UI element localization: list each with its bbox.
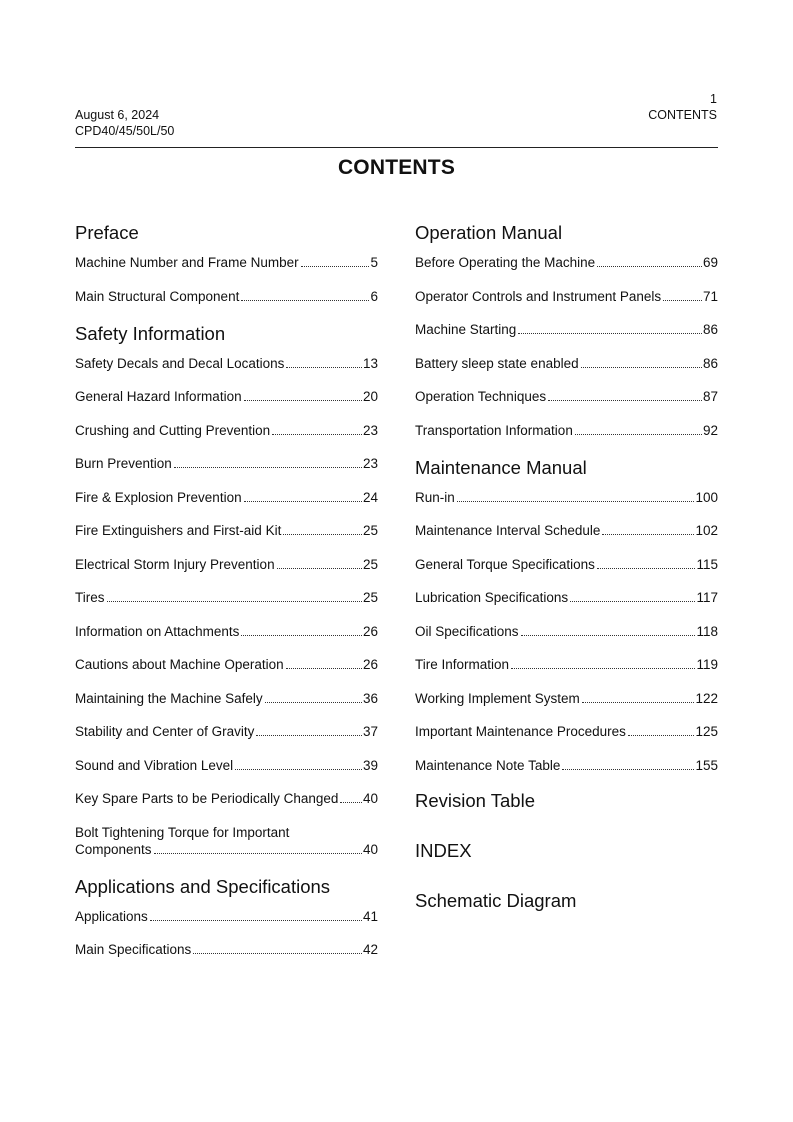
toc-entry[interactable] [75, 589, 378, 606]
toc-entry-page: 25 [362, 590, 378, 605]
toc-entry[interactable] [75, 757, 378, 774]
toc-entry-label: Maintenance Note Table [415, 757, 561, 773]
toc-entry-label: Key Spare Parts to be Periodically Changed [75, 791, 339, 806]
dot-leader [511, 668, 695, 669]
toc-entry-page: 25 [362, 556, 378, 572]
toc-entry-page: 86 [702, 322, 718, 337]
toc-entry-page: 6 [370, 288, 378, 304]
toc-entry[interactable] [75, 656, 378, 673]
dot-leader [570, 601, 695, 602]
toc-entry-page: 26 [362, 657, 378, 672]
dot-leader [244, 400, 362, 401]
dot-leader [286, 367, 362, 368]
toc-entry-label: Maintenance Interval Schedule [415, 523, 601, 538]
toc-entry-page: 119 [696, 657, 718, 672]
toc-entry-label: Tires [75, 590, 105, 605]
page-header-left [75, 108, 174, 139]
toc-entry-page: 40 [362, 791, 378, 806]
toc-entry-page: 155 [695, 757, 718, 773]
dot-leader [265, 702, 362, 703]
section-title-revision-table[interactable]: Revision Table [415, 790, 535, 811]
toc-entry-page: 71 [702, 288, 718, 304]
dot-leader [518, 333, 702, 334]
dot-leader [575, 434, 702, 435]
toc-entry-label: Main Specifications [75, 942, 192, 957]
toc-entry[interactable] [75, 941, 378, 958]
section-title-preface: Preface [75, 222, 139, 243]
toc-entry-page: 69 [702, 255, 718, 270]
toc-entry[interactable] [415, 623, 718, 640]
toc-right-column [415, 222, 718, 912]
dot-leader [235, 769, 362, 770]
toc-entry-label: Working Implement System [415, 690, 580, 706]
dot-leader [193, 953, 362, 954]
toc-entry[interactable] [415, 589, 718, 606]
dot-leader [256, 735, 362, 736]
toc-entry-page: 125 [695, 724, 718, 739]
toc-entry-page: 86 [702, 355, 718, 371]
toc-entry-label: Run-in [415, 489, 455, 505]
toc-entry-label: Sound and Vibration Level [75, 757, 234, 773]
toc-entry[interactable] [415, 656, 718, 673]
dot-leader [548, 400, 702, 401]
toc-entry-label: Burn Prevention [75, 456, 172, 471]
toc-entry-page: 20 [362, 389, 378, 404]
section-title-applications-and-specifications: Applications and Specifications [75, 875, 331, 897]
dot-leader [562, 769, 694, 770]
header-date: August 6, 2024 [75, 108, 160, 122]
toc-entry-page: 39 [362, 757, 378, 773]
toc-entry-label: Fire Extinguishers and First-aid Kit [75, 523, 282, 538]
toc-entry-label: Machine Number and Frame Number [75, 255, 299, 270]
dot-leader [154, 853, 362, 854]
header-model: CPD40/45/50L/50 [75, 123, 175, 138]
toc-entry[interactable] [415, 388, 718, 405]
toc-entry-page: 92 [702, 422, 718, 438]
toc-entry-label: General Hazard Information [75, 389, 242, 404]
toc-entry[interactable] [75, 824, 378, 858]
toc-entry-label: Electrical Storm Injury Prevention [75, 556, 275, 572]
toc-entry-label: Applications [75, 908, 148, 924]
toc-entry-label-line2: Components [75, 841, 152, 857]
toc-entry[interactable] [75, 288, 378, 305]
dot-leader [277, 568, 362, 569]
toc-entry-page: 13 [362, 355, 378, 371]
toc-entry-page: 23 [362, 422, 378, 438]
toc-entry[interactable] [75, 556, 378, 573]
dot-leader [107, 601, 362, 602]
toc-entry[interactable] [415, 556, 718, 573]
toc-entry-page: 87 [702, 389, 718, 404]
toc-entry[interactable] [75, 355, 378, 372]
toc-entry-label: General Torque Specifications [415, 556, 595, 572]
page-title: CONTENTS [337, 156, 456, 179]
toc-entry-label: Information on Attachments [75, 623, 240, 639]
toc-entry-page: 100 [695, 489, 718, 505]
header-page-number: 1 [710, 92, 717, 106]
toc-entry-page: 37 [362, 724, 378, 739]
toc-entry-page: 102 [695, 523, 718, 538]
toc-entry[interactable] [75, 723, 378, 740]
toc-entry-page: 40 [362, 841, 378, 857]
toc-entry[interactable] [415, 355, 718, 372]
toc-entry[interactable] [415, 723, 718, 740]
dot-leader [244, 501, 362, 502]
dot-leader [150, 920, 362, 921]
dot-leader [581, 367, 702, 368]
toc-entry-label: Important Maintenance Procedures [415, 724, 626, 739]
toc-entry[interactable] [75, 455, 378, 472]
toc-entry[interactable] [75, 623, 378, 640]
toc-entry-label: Tire Information [415, 657, 510, 672]
toc-entry-page: 36 [362, 690, 378, 706]
toc-entry[interactable] [415, 422, 718, 439]
toc-entry-page: 24 [362, 489, 378, 505]
dot-leader [272, 434, 362, 435]
page-header-right [648, 92, 717, 123]
toc-entry[interactable] [415, 321, 718, 338]
toc-entry-label: Lubrication Specifications [415, 590, 569, 605]
toc-entry-label: Oil Specifications [415, 623, 519, 639]
dot-leader [521, 635, 696, 636]
toc-entry[interactable] [415, 489, 718, 506]
toc-entry-label: Main Structural Component [75, 288, 240, 304]
header-section: CONTENTS [648, 107, 717, 122]
toc-entry-page: 26 [362, 623, 378, 639]
toc-entry-page: 122 [695, 690, 718, 706]
dot-leader [283, 534, 362, 535]
dot-leader [340, 802, 362, 803]
toc-entry[interactable] [415, 254, 718, 271]
toc-entry-label: Cautions about Machine Operation [75, 657, 284, 672]
toc-entry[interactable] [415, 522, 718, 539]
toc-entry-label: Fire & Explosion Prevention [75, 489, 242, 505]
toc-entry-page: 118 [696, 623, 718, 639]
toc-entry[interactable] [75, 790, 378, 807]
toc-entry[interactable] [75, 254, 378, 271]
section-title-maintenance-manual: Maintenance Manual [415, 456, 587, 478]
toc-entry-label: Battery sleep state enabled [415, 355, 579, 371]
toc-entry[interactable] [75, 489, 378, 506]
toc-entry[interactable] [75, 908, 378, 925]
toc-entry-label: Maintaining the Machine Safely [75, 690, 263, 706]
dot-leader [597, 266, 702, 267]
toc-entry-label: Operator Controls and Instrument Panels [415, 288, 662, 304]
toc-entry[interactable] [415, 288, 718, 305]
dot-leader [597, 568, 696, 569]
dot-leader [241, 300, 369, 301]
toc-entry[interactable] [415, 690, 718, 707]
toc-entry[interactable] [415, 757, 718, 774]
dot-leader [174, 467, 362, 468]
toc-entry-page: 117 [696, 590, 718, 605]
toc-entry-page: 115 [696, 556, 718, 572]
toc-entry[interactable] [75, 522, 378, 539]
toc-entry-label: Transportation Information [415, 422, 573, 438]
toc-entry-label-line1: Bolt Tightening Torque for Important [75, 824, 290, 840]
dot-leader [628, 735, 695, 736]
header-divider [75, 147, 718, 148]
section-title-index[interactable]: INDEX [415, 840, 472, 861]
toc-entry-page: 23 [362, 456, 378, 471]
dot-leader [286, 668, 362, 669]
dot-leader [241, 635, 362, 636]
section-title-operation-manual: Operation Manual [415, 222, 563, 243]
section-title-safety-information: Safety Information [75, 322, 226, 344]
section-title-schematic-diagram[interactable]: Schematic Diagram [415, 890, 577, 911]
toc-entry[interactable] [75, 422, 378, 439]
toc-entry[interactable] [75, 690, 378, 707]
dot-leader [663, 300, 702, 301]
toc-entry-page: 25 [362, 523, 378, 538]
toc-entry-label: Safety Decals and Decal Locations [75, 355, 285, 371]
toc-entry-label: Machine Starting [415, 322, 517, 337]
dot-leader [582, 702, 695, 703]
toc-entry-page: 41 [362, 908, 378, 924]
dot-leader [301, 266, 370, 267]
toc-entry-label: Before Operating the Machine [415, 255, 596, 270]
toc-entry-label: Stability and Center of Gravity [75, 724, 255, 739]
toc-entry-page: 42 [362, 942, 378, 957]
toc-entry-page: 5 [370, 255, 378, 270]
toc-entry-label: Crushing and Cutting Prevention [75, 422, 271, 438]
toc-entry[interactable] [75, 388, 378, 405]
toc-entry-label: Operation Techniques [415, 389, 547, 404]
dot-leader [457, 501, 695, 502]
dot-leader [602, 534, 694, 535]
toc-left-column [75, 222, 378, 975]
